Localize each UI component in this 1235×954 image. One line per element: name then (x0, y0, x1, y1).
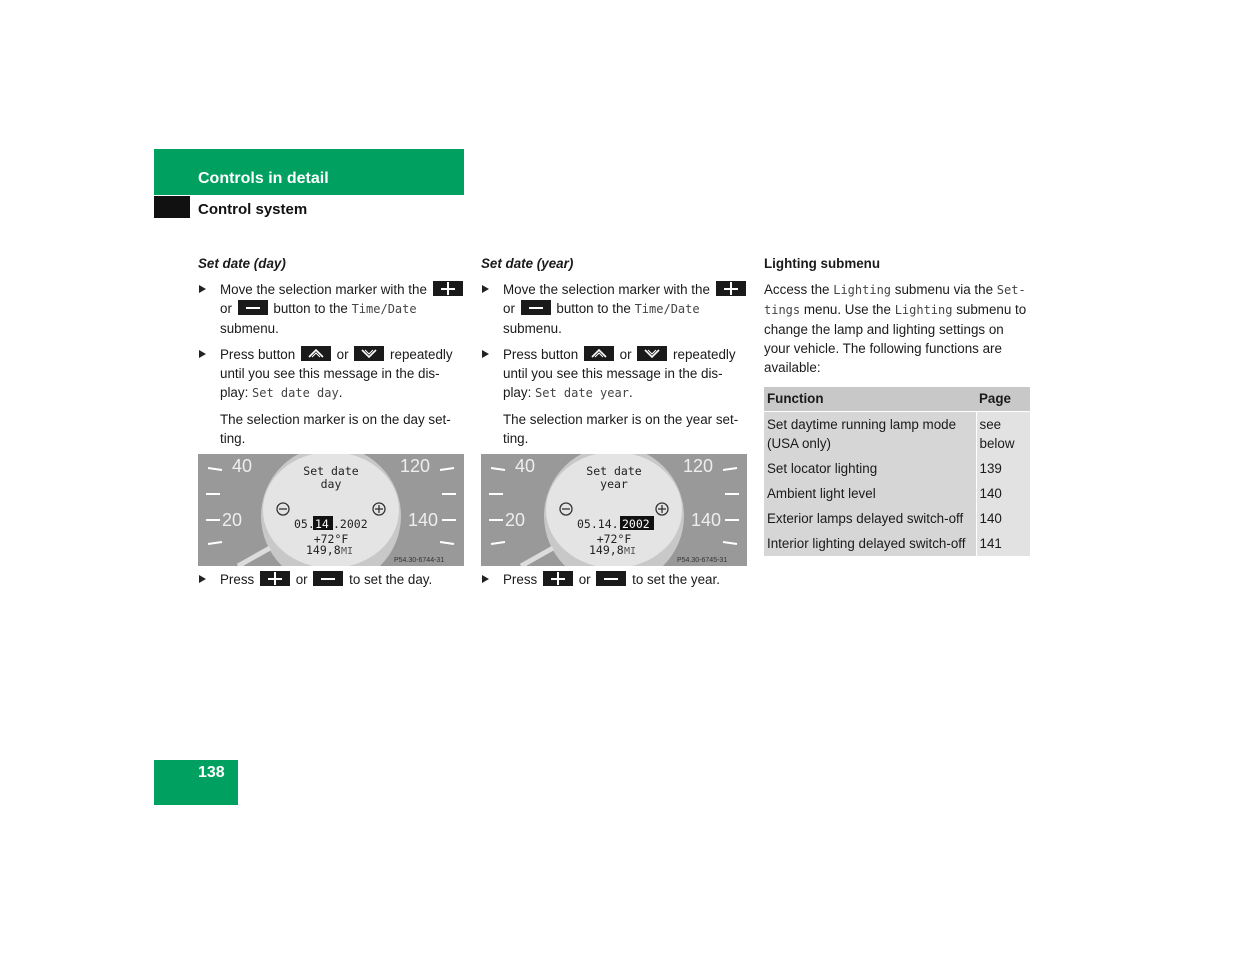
table-row: Set locator lighting 139 (764, 456, 1030, 481)
figure-code: P54.30-6745-31 (677, 557, 728, 564)
gauge-label: 140 (691, 510, 722, 530)
column-set-date-day (198, 254, 466, 596)
bullet-arrow-icon (482, 350, 489, 358)
gauge-label: 120 (683, 456, 714, 476)
plus-button-icon (716, 281, 746, 296)
gauge-label: 20 (222, 510, 243, 530)
date-prefix: 05.14. (577, 517, 619, 531)
page-number: 138 (198, 764, 225, 781)
figure-code: P54.30-6744-31 (394, 557, 445, 564)
step-set-year: Press or to set the year. (481, 570, 749, 589)
intro-paragraph: Access the Lighting submenu via the Set-tings menu. Use the Lighting submenu to change the lamp and lighting settings on your vehicle. The following functions are available: (764, 282, 1027, 375)
table-row: Set daytime running lamp mode (USA only) see below (764, 411, 1030, 456)
heading-set-date-year: Set date (year) (481, 256, 574, 271)
temperature: +72°F (596, 532, 632, 546)
menu-name: Time/Date (634, 302, 700, 316)
date-selected: 2002 (622, 517, 650, 531)
bullet-arrow-icon (482, 575, 489, 583)
plus-button-icon (433, 281, 463, 296)
step-press-button: Press button or repeatedly until you see this message in the dis-play: Set date year. (481, 345, 749, 403)
step-move-marker: Move the selection marker with the or button to the Time/Date submenu. (198, 280, 466, 338)
odometer-unit: MI (341, 546, 354, 557)
minus-button-icon (313, 571, 343, 586)
temperature: +72°F (313, 532, 349, 546)
bullet-arrow-icon (482, 285, 489, 293)
gauge-label: 120 (400, 456, 431, 476)
table-header-page: Page (976, 387, 1030, 411)
step-press-button: Press button or repeatedly until you see this message in the dis-play: Set date day. (198, 345, 466, 403)
note-selection-marker: The selection marker is on the year set-ting. (503, 412, 739, 446)
display-line1: Set date (303, 464, 359, 478)
menu-name: Lighting (833, 283, 892, 297)
menu-name: Time/Date (351, 302, 417, 316)
bullet-arrow-icon (199, 575, 206, 583)
table-header-function: Function (764, 387, 976, 411)
subsection-title: Control system (198, 201, 308, 218)
date-selected: 14 (315, 517, 329, 531)
up-button-icon (301, 346, 331, 361)
date-prefix: 05. (294, 517, 315, 531)
display-message: Set date year (535, 386, 629, 400)
minus-button-icon (596, 571, 626, 586)
menu-name: Lighting (894, 303, 953, 317)
step-set-day: Press or to set the day. (198, 570, 466, 589)
note-selection-marker: The selection marker is on the day set-ting. (220, 412, 451, 446)
step-move-marker: Move the selection marker with the or button to the Time/Date submenu. (481, 280, 749, 338)
display-message: Set date day (252, 386, 339, 400)
display-line1: Set date (586, 464, 642, 478)
odometer: 149,8 (589, 543, 624, 557)
display-line2: year (600, 477, 628, 491)
odometer: 149,8 (306, 543, 341, 557)
odometer-unit: MI (624, 546, 637, 557)
down-button-icon (637, 346, 667, 361)
gauge-label: 140 (408, 510, 439, 530)
menu-name: Set-tings (764, 283, 1026, 317)
up-button-icon (584, 346, 614, 361)
column-set-date-year (481, 254, 749, 596)
plus-button-icon (543, 571, 573, 586)
date-suffix: .2002 (333, 517, 368, 531)
heading-set-date-day: Set date (day) (198, 256, 286, 271)
instrument-cluster-display (198, 454, 464, 566)
bullet-arrow-icon (199, 350, 206, 358)
heading-lighting-submenu: Lighting submenu (764, 256, 881, 271)
minus-button-icon (521, 300, 551, 315)
subsection-marker (154, 196, 190, 218)
bullet-arrow-icon (199, 285, 206, 293)
display-line2: day (320, 477, 342, 491)
instrument-cluster-display (481, 454, 747, 566)
section-title: Controls in detail (198, 170, 329, 187)
page-number-box (154, 760, 238, 805)
column-lighting-submenu (764, 254, 1030, 556)
plus-button-icon (260, 571, 290, 586)
minus-button-icon (238, 300, 268, 315)
gauge-label: 20 (505, 510, 526, 530)
lighting-functions-table (764, 387, 1030, 556)
table-row: Ambient light level 140 (764, 481, 1030, 506)
gauge-label: 40 (515, 456, 536, 476)
down-button-icon (354, 346, 384, 361)
table-row: Exterior lamps delayed switch-off 140 (764, 506, 1030, 531)
gauge-label: 40 (232, 456, 253, 476)
table-row: Interior lighting delayed switch-off 141 (764, 531, 1030, 556)
